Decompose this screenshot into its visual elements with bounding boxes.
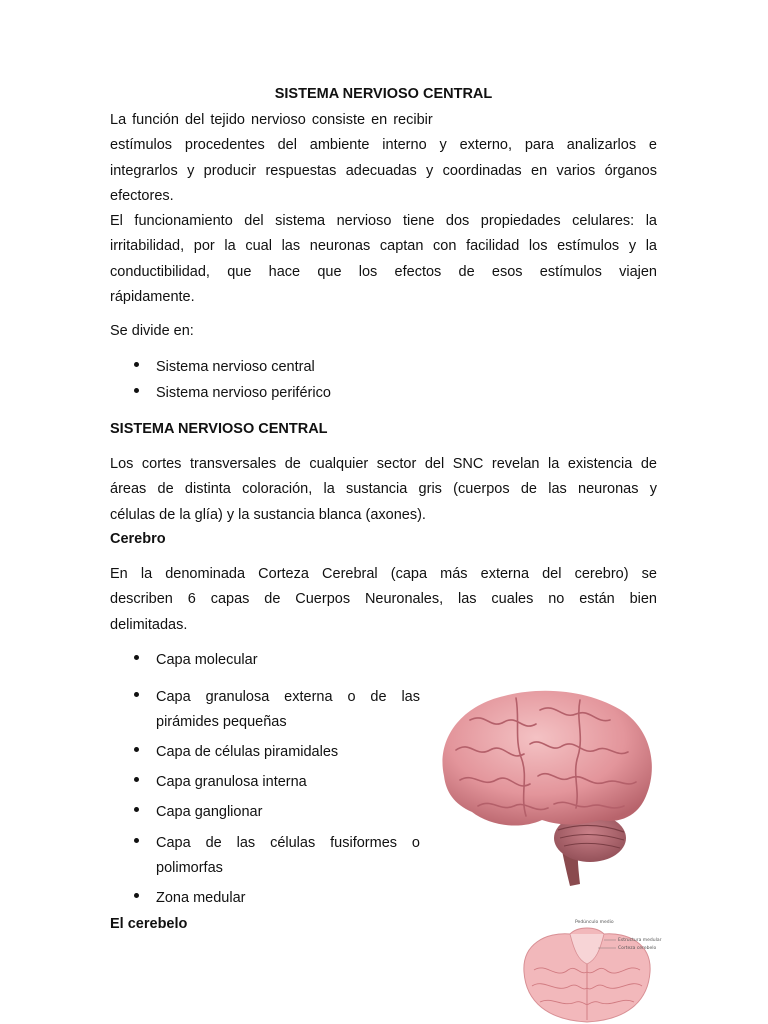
bullet-icon — [134, 362, 139, 367]
section-heading: SISTEMA NERVIOSO CENTRAL — [110, 421, 328, 437]
intro-line: integrarlos y producir respuestas adecuadas y coordinadas en varios órganos — [110, 162, 657, 179]
list-item-text: Zona medular — [156, 890, 246, 906]
cerebellum-diagram — [516, 910, 658, 1024]
snc-line: células de la glía) y la sustancia blanca (axones). — [110, 506, 426, 523]
bullet-icon — [134, 807, 139, 812]
page-title: SISTEMA NERVIOSO CENTRAL — [274, 86, 493, 102]
list-item-text: Sistema nervioso periférico — [156, 385, 331, 401]
bullet-icon — [134, 388, 139, 393]
bullet-icon — [134, 893, 139, 898]
properties-line: El funcionamiento del sistema nervioso tiene dos propiedades celulares: la — [110, 213, 657, 229]
subsection-heading: Cerebro — [110, 531, 166, 547]
properties-paragraph — [110, 209, 657, 310]
cerebellum-label: Estructura medular — [618, 938, 662, 943]
intro-line: estímulos procedentes del ambiente interno y externo, para analizarlos e — [110, 137, 657, 154]
list-item-text: Capa ganglionar — [156, 804, 263, 820]
subsection-heading: El cerebelo — [110, 916, 188, 932]
bullet-icon — [134, 747, 139, 752]
intro-paragraph — [110, 108, 657, 209]
snc-paragraph — [110, 452, 657, 528]
divide-label: Se divide en: — [110, 323, 194, 339]
list-item-line: pirámides pequeñas — [156, 714, 287, 730]
list-item-text: Capa granulosa interna — [156, 774, 307, 790]
bullet-icon — [134, 655, 139, 660]
list-item-text: Sistema nervioso central — [156, 359, 315, 375]
list-item-line: polimorfas — [156, 860, 223, 876]
bullet-icon — [134, 692, 139, 697]
cerebellum-label: Corteza cerebelo — [618, 946, 657, 951]
brain-illustration — [430, 680, 658, 892]
cortex-line: describen 6 capas de Cuerpos Neuronales, las cuales no están bien — [110, 591, 657, 608]
properties-line: conductibilidad, que hace que los efectos de esos estímulos viajen — [110, 263, 657, 280]
list-item-text — [156, 685, 420, 735]
snc-line: áreas de distinta coloración, la sustancia gris (cuerpos de las neuronas y — [110, 481, 657, 498]
list-item-text: Capa de células piramidales — [156, 744, 339, 760]
list-item-line: Capa granulosa externa o de las — [156, 689, 420, 705]
list-item-text — [156, 831, 420, 881]
bullet-icon — [134, 777, 139, 782]
intro-line: La función del tejido nervioso consiste en recibir — [110, 112, 433, 128]
cortex-paragraph — [110, 562, 657, 638]
cortex-line: delimitadas. — [110, 616, 188, 633]
properties-line: irritabilidad, por la cual las neuronas captan con facilidad los estímulos y la — [110, 238, 657, 255]
list-item-text: Capa molecular — [156, 652, 258, 668]
list-item-line: Capa de las células fusiformes o — [156, 835, 420, 851]
snc-line: Los cortes transversales de cualquier sector del SNC revelan la existencia de — [110, 456, 657, 472]
cerebellum-label: Pedúnculo medio — [575, 920, 614, 925]
properties-line: rápidamente. — [110, 288, 195, 305]
cortex-line: En la denominada Corteza Cerebral (capa más externa del cerebro) se — [110, 566, 657, 582]
bullet-icon — [134, 838, 139, 843]
intro-line: efectores. — [110, 187, 174, 204]
